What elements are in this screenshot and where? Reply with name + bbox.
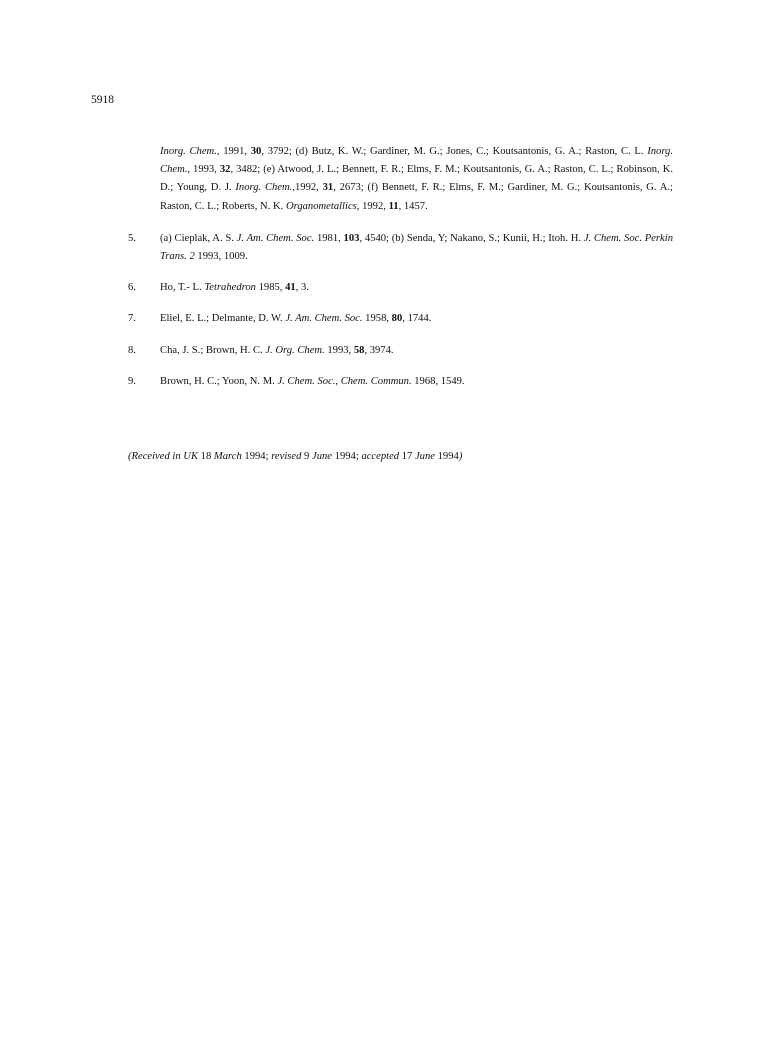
received-year: 1994; (241, 451, 272, 462)
reference-continuation (128, 143, 673, 216)
text-segment: (a) Cieplak, A. S. (160, 232, 237, 244)
text-segment: ,1992, (292, 182, 323, 194)
text-segment: , 1991, (216, 146, 251, 157)
italic-segment: Tetrahedron (204, 282, 256, 294)
bold-segment: 32 (219, 164, 231, 176)
text-segment: Eliel, E. L.; Delmante, D. W. (160, 313, 286, 325)
reference-text (160, 310, 673, 328)
received-label: Received in UK (131, 451, 199, 462)
reference-number: 9. (128, 375, 136, 387)
reference-text (160, 230, 673, 266)
accepted-year: 1994 (434, 451, 459, 462)
italic-segment: J. Chem. Soc., Chem. Commun. (277, 375, 412, 387)
text-segment: , 3792; (d) Butz, K. W.; Gardiner, M. G.; Jones, C.; Koutsantonis, G. A.; Raston, C. L. (261, 146, 648, 157)
reference-item (128, 230, 673, 266)
reference-number: 7. (128, 313, 136, 325)
paren-close: ) (458, 451, 463, 462)
bold-segment: 103 (343, 232, 360, 244)
bold-segment: 11 (388, 200, 399, 212)
italic-segment: J. Am. Chem. Soc. (236, 232, 315, 244)
reference-text (160, 342, 673, 360)
text-segment: Cha, J. S.; Brown, H. C. (160, 344, 266, 356)
text-segment: , 1744. (402, 313, 432, 325)
accepted-day: 17 (399, 451, 415, 462)
reference-item (128, 373, 673, 391)
text-segment: , 3482; (e) Atwood, J. L.; Bennett, F. R.; Elms, F. M.; Koutsantonis, G. A.; Raston, C. L.; Robinson, K. D.; Young, D. J. (160, 164, 673, 194)
reference-items (128, 230, 673, 391)
text-segment: Brown, H. C.; Yoon, N. M. (160, 375, 278, 387)
text-segment: 1968, 1549. (411, 375, 465, 387)
bold-segment: 31 (322, 182, 334, 194)
reference-number: 5. (128, 232, 136, 244)
paren-open: ( (128, 451, 132, 462)
received-day: 18 (198, 451, 214, 462)
accepted-label: accepted (361, 451, 400, 462)
reference-text (160, 373, 673, 391)
bold-segment: 80 (391, 313, 403, 325)
revised-day: 9 (301, 451, 312, 462)
reference-item (128, 279, 673, 297)
italic-segment: J. Org. Chem. (265, 344, 325, 356)
text-segment: , 3. (295, 282, 309, 294)
reference-number: 6. (128, 282, 136, 294)
italic-segment: J. Am. Chem. Soc. (285, 313, 363, 325)
italic-segment: Inorg. Chem. (160, 146, 673, 176)
reference-number: 8. (128, 344, 136, 356)
text-segment: 1993, (324, 344, 354, 356)
italic-segment: Inorg. Chem. (160, 146, 217, 157)
revised-label: revised (271, 451, 302, 462)
italic-segment: Inorg. Chem. (235, 182, 293, 194)
received-line (128, 451, 462, 462)
text-segment: , 2673; (f) Bennett, F. R.; Elms, F. M.; Gardiner, M. G.; Koutsantonis, G. A.; Raston, C. L.; Roberts, N. K. (160, 182, 673, 212)
bold-segment: 30 (250, 146, 262, 157)
text-segment: , 3974. (364, 344, 394, 356)
italic-segment: J. Chem. Soc. Perkin Trans. 2 (160, 232, 673, 263)
revised-year: 1994; (332, 451, 362, 462)
text-segment: , 1993, (187, 164, 220, 176)
text-segment: 1985, (255, 282, 286, 294)
reference-text (160, 279, 673, 297)
text-segment: 1981, (314, 232, 344, 244)
accepted-month: June (414, 451, 435, 462)
italic-segment: Organometallics (285, 200, 357, 212)
bold-segment: 41 (285, 282, 296, 294)
reference-text (160, 143, 673, 216)
bold-segment: 58 (353, 344, 365, 356)
received-month: March (213, 451, 242, 462)
revised-month: June (312, 451, 332, 462)
page-number: 5918 (91, 94, 114, 106)
text-segment: 1993, 1009. (194, 251, 248, 263)
reference-item (128, 342, 673, 360)
text-segment: , 1457. (398, 200, 428, 212)
text-segment: , 4540; (b) Senda, Y; Nakano, S.; Kunii, H.; Itoh. H. (359, 232, 584, 244)
text-segment: 1958, (362, 313, 392, 325)
text-segment: Ho, T.- L. (160, 282, 205, 294)
reference-item (128, 310, 673, 328)
reference-list (128, 143, 673, 404)
text-segment: , 1992, (356, 200, 389, 212)
